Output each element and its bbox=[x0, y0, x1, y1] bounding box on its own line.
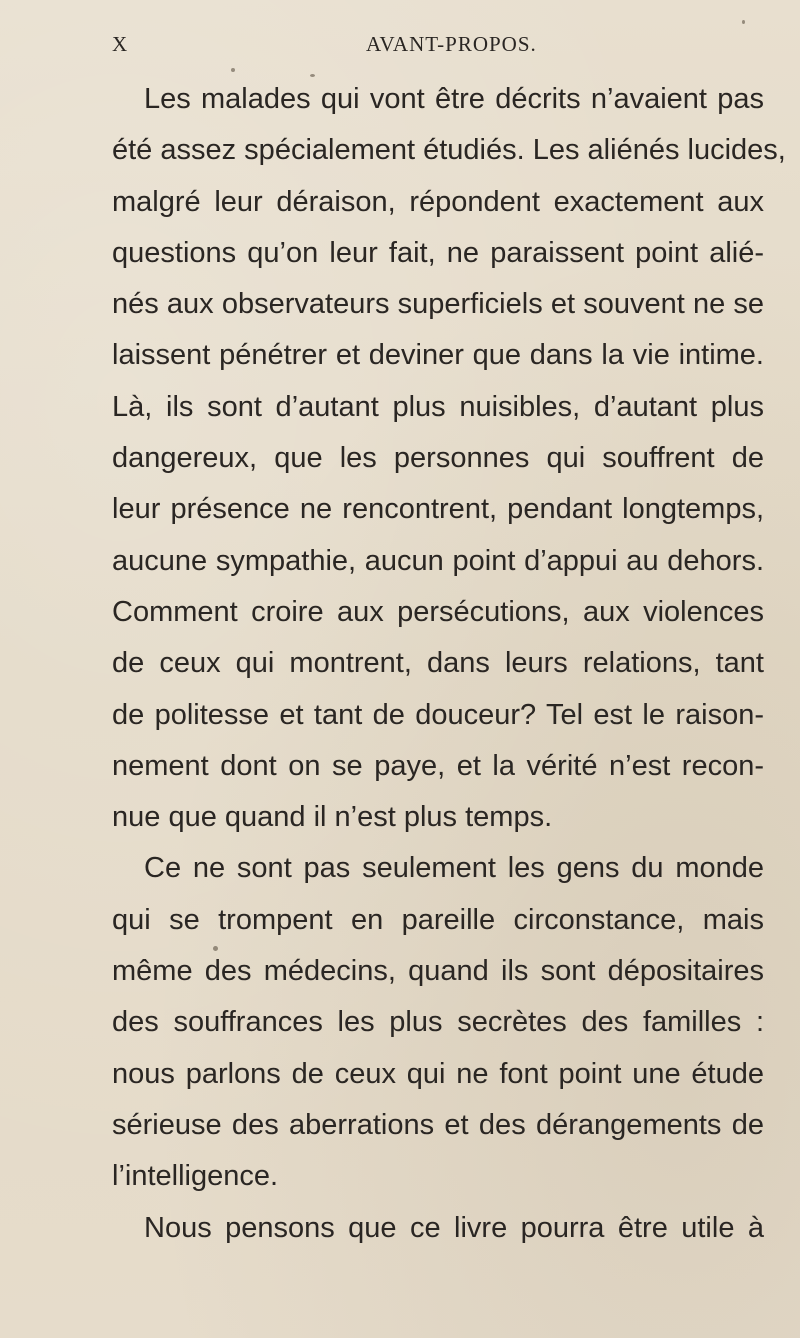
text-line: aucune sympathie, aucun point d’appui au dehors. bbox=[112, 544, 764, 577]
text-line: qui se trompent en pareille circonstance, mais bbox=[112, 903, 764, 936]
running-head bbox=[112, 32, 764, 56]
text-line: même des médecins, quand ils sont dépositaires bbox=[112, 955, 764, 988]
text-line: sérieuse des aberrations et des dérangements de bbox=[112, 1108, 764, 1141]
paper-speck bbox=[213, 946, 218, 951]
text-line: questions qu’on leur fait, ne paraissent point alié- bbox=[112, 236, 764, 269]
text-line: nue que quand il n’est plus temps. bbox=[112, 801, 553, 834]
text-line: nous parlons de ceux qui ne font point une étude bbox=[112, 1057, 764, 1090]
body-text bbox=[112, 74, 786, 1254]
text-line: été assez spécialement étudiés. Les aliénés lucides, bbox=[112, 134, 786, 167]
text-line: dangereux, que les personnes qui souffrent de bbox=[112, 442, 764, 475]
text-line: l’intelligence. bbox=[112, 1160, 279, 1193]
text-line: laissent pénétrer et deviner que dans la vie intime. bbox=[112, 339, 764, 372]
paper-speck bbox=[310, 74, 315, 77]
text-line: de ceux qui montrent, dans leurs relations, tant bbox=[112, 647, 764, 680]
text-line: Là, ils sont d’autant plus nuisibles, d’autant plus bbox=[112, 390, 764, 423]
paper-speck bbox=[742, 20, 745, 24]
text-line: leur présence ne rencontrent, pendant longtemps, bbox=[112, 493, 764, 526]
text-line: Comment croire aux persécutions, aux violences bbox=[112, 595, 764, 628]
text-line: des souffrances les plus secrètes des familles : bbox=[112, 1006, 764, 1039]
paper-speck bbox=[231, 68, 235, 72]
text-line: de politesse et tant de douceur? Tel est le raison- bbox=[112, 698, 764, 731]
page-number: X bbox=[112, 32, 128, 56]
running-head-title: AVANT-PROPOS. bbox=[366, 32, 537, 56]
text-line: Nous pensons que ce livre pourra être utile à bbox=[144, 1211, 764, 1244]
text-line: Les malades qui vont être décrits n’avaient pas bbox=[144, 83, 764, 115]
text-line: malgré leur déraison, répondent exactement aux bbox=[112, 185, 764, 218]
text-line: nement dont on se paye, et la vérité n’est recon- bbox=[112, 749, 764, 782]
text-line: nés aux observateurs superficiels et souvent ne se bbox=[112, 288, 764, 321]
text-line: Ce ne sont pas seulement les gens du monde bbox=[144, 852, 764, 885]
